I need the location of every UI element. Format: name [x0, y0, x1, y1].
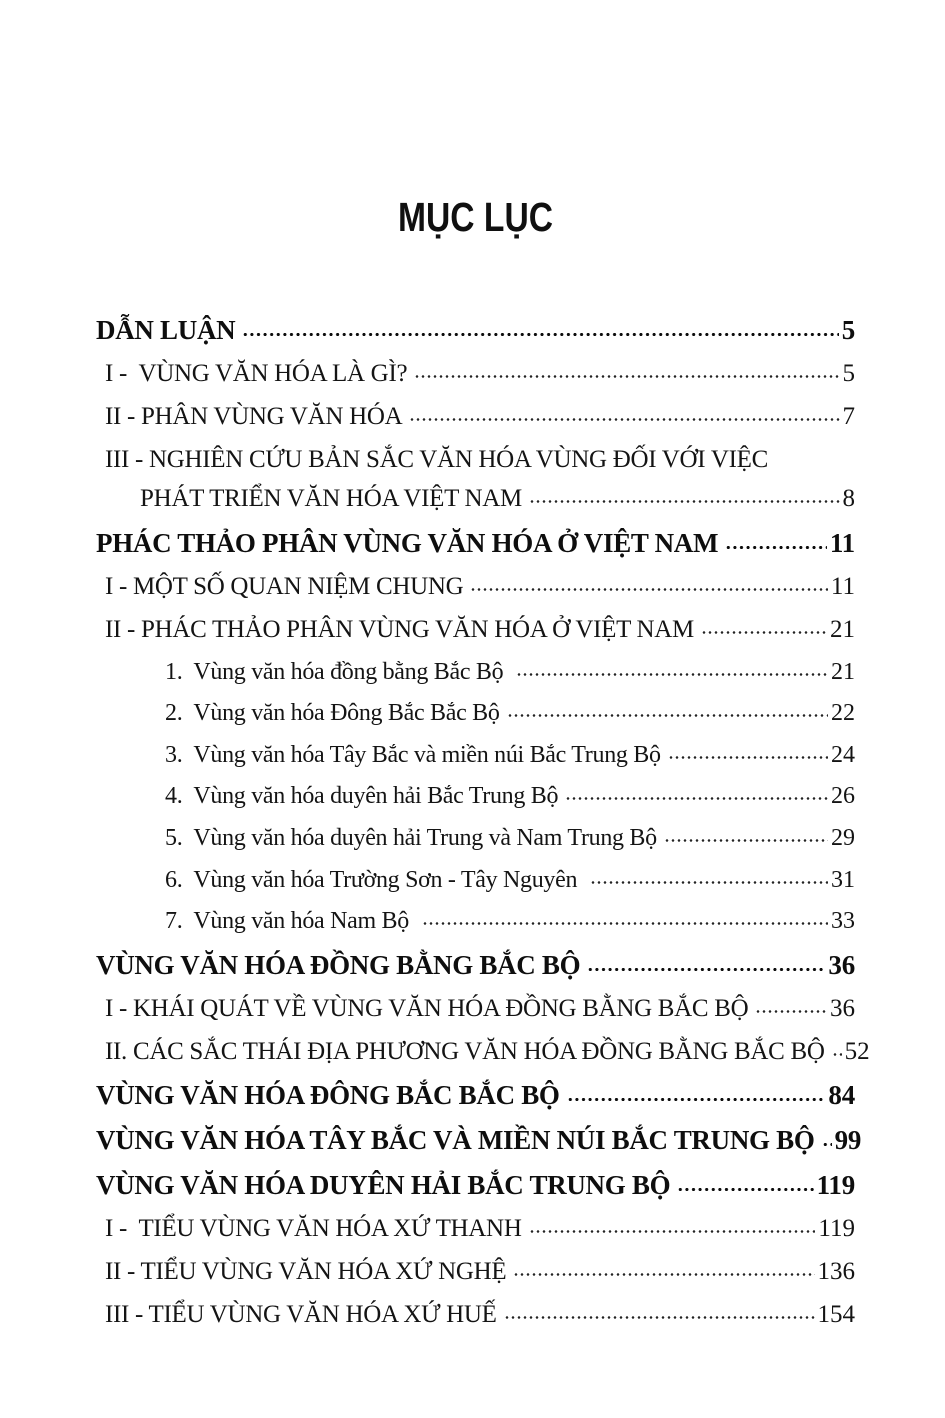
toc-page-number: 24 — [831, 741, 855, 768]
toc-entry-label: PHÁC THẢO PHÂN VÙNG VĂN HÓA Ở VIỆT NAM — [96, 528, 719, 559]
toc-page-number: 29 — [831, 824, 855, 851]
toc-entry — [165, 783, 855, 811]
toc-entry-label: VÙNG VĂN HÓA ĐỒNG BẰNG BẮC BỘ — [96, 949, 581, 980]
toc-dot-leader — [409, 415, 839, 424]
toc-page-number: 154 — [817, 1300, 855, 1328]
toc-entry-label: II - PHÁC THẢO PHÂN VÙNG VĂN HÓA Ở VIỆT NAM — [105, 615, 694, 643]
toc-entry-label: VÙNG VĂN HÓA ĐÔNG BẮC BẮC BỘ — [96, 1080, 560, 1111]
toc-dot-leader — [422, 919, 828, 928]
toc-dot-leader — [504, 1313, 815, 1322]
toc-page-number: 11 — [829, 528, 855, 559]
toc-page-number: 119 — [816, 1170, 855, 1201]
toc-page-number: 11 — [830, 573, 855, 601]
toc-dot-leader — [590, 878, 828, 887]
toc-entry — [165, 867, 855, 895]
toc-entry — [96, 950, 855, 981]
toc-entry — [96, 315, 855, 346]
toc-dot-leader — [529, 1227, 816, 1236]
toc-entry-label-line1: III - NGHIÊN CỨU BẢN SẮC VĂN HÓA VÙNG ĐỐI VỚI VIỆC — [105, 445, 768, 473]
toc-entry-label: 1. Vùng văn hóa đồng bằng Bắc Bộ — [165, 658, 509, 685]
toc-entry-label: I - MỘT SỐ QUAN NIỆM CHUNG — [105, 573, 464, 601]
toc-entry — [105, 1215, 855, 1244]
toc-dot-leader — [470, 585, 828, 594]
toc-page-number: 36 — [830, 994, 855, 1022]
toc-list — [96, 315, 870, 1330]
toc-page-number: 22 — [831, 700, 855, 727]
toc-entry-label: 4. Vùng văn hóa duyên hải Bắc Trung Bộ — [165, 783, 559, 810]
toc-entry — [105, 573, 855, 602]
toc-entry — [105, 403, 855, 432]
toc-dot-leader — [414, 372, 839, 381]
toc-entry — [105, 1037, 870, 1067]
toc-dot-leader — [755, 1007, 827, 1016]
toc-dot-leader — [587, 965, 825, 974]
toc-entry — [165, 908, 855, 936]
toc-page-number: 52 — [844, 1037, 870, 1065]
toc-dot-leader — [664, 836, 828, 845]
toc-entry-label: II. CÁC SẮC THÁI ĐỊA PHƯƠNG VĂN HÓA ĐỒNG BẰNG BẮC BỘ — [105, 1037, 825, 1065]
toc-entry-label: II - PHÂN VÙNG VĂN HÓA — [105, 402, 403, 430]
toc-entry-label: VÙNG VĂN HÓA DUYÊN HẢI BẮC TRUNG BỘ — [96, 1170, 671, 1201]
toc-page-number: 99 — [834, 1125, 862, 1156]
toc-page-number: 21 — [831, 658, 855, 685]
toc-page-number: 84 — [828, 1080, 855, 1111]
toc-entry-label: I - KHÁI QUÁT VỀ VÙNG VĂN HÓA ĐỒNG BẰNG BẮC BỘ — [105, 994, 749, 1022]
toc-dot-leader — [513, 1270, 814, 1279]
toc-entry — [165, 742, 855, 770]
toc-entry — [105, 616, 855, 645]
toc-entry — [165, 659, 855, 687]
toc-page-number: 31 — [831, 866, 855, 893]
toc-entry — [96, 1170, 855, 1201]
toc-entry-label: 2. Vùng văn hóa Đông Bắc Bắc Bộ — [165, 700, 500, 727]
toc-entry-label: 3. Vùng văn hóa Tây Bắc và miền núi Bắc Trung Bộ — [165, 741, 661, 768]
toc-dot-leader — [507, 711, 828, 720]
toc-dot-leader — [516, 670, 828, 679]
toc-dot-leader — [832, 1050, 842, 1059]
toc-page-number: 119 — [818, 1215, 855, 1243]
toc-entry-label: VÙNG VĂN HÓA TÂY BẮC VÀ MIỀN NÚI BẮC TRUNG BỘ — [96, 1125, 815, 1156]
toc-dot-leader — [822, 1140, 832, 1149]
page-title-text: MỤC LỤC — [397, 194, 554, 240]
toc-dot-leader — [565, 794, 828, 803]
toc-entry — [105, 446, 855, 515]
toc-page-number: 36 — [828, 949, 855, 980]
toc-page-number: 5 — [842, 360, 855, 388]
toc-entry-label: 7. Vùng văn hóa Nam Bộ — [165, 908, 415, 935]
toc-entry — [96, 1080, 855, 1111]
toc-page-number: 21 — [830, 615, 855, 643]
toc-entry — [105, 1301, 855, 1330]
toc-dot-leader — [677, 1185, 813, 1194]
toc-dot-leader — [529, 497, 840, 506]
toc-page-number: 7 — [842, 402, 855, 430]
toc-entry-label: 6. Vùng văn hóa Trường Sơn - Tây Nguyên — [165, 866, 583, 893]
toc-entry-label: III - TIỂU VÙNG VĂN HÓA XỨ HUẾ — [105, 1300, 497, 1328]
toc-dot-leader — [242, 330, 838, 339]
toc-entry-label: I - TIỂU VÙNG VĂN HÓA XỨ THANH — [105, 1215, 522, 1243]
toc-entry — [165, 700, 855, 728]
toc-entry-label: DẪN LUẬN — [96, 315, 236, 345]
toc-entry-label: 5. Vùng văn hóa duyên hải Trung và Nam Trung Bộ — [165, 824, 657, 851]
toc-entry — [105, 1258, 855, 1287]
toc-entry — [96, 528, 855, 559]
toc-dot-leader — [567, 1095, 826, 1104]
toc-entry — [165, 825, 855, 853]
toc-entry-label-line2: PHÁT TRIỂN VĂN HÓA VIỆT NAM — [140, 485, 522, 513]
toc-entry-label: II - TIỂU VÙNG VĂN HÓA XỨ NGHỆ — [105, 1258, 507, 1286]
toc-page-number: 26 — [831, 783, 855, 810]
toc-entry-label: I - VÙNG VĂN HÓA LÀ GÌ? — [105, 360, 408, 388]
toc-dot-leader — [668, 753, 828, 762]
toc-entry — [105, 995, 855, 1024]
toc-dot-leader — [725, 543, 827, 552]
toc-entry-continuation — [105, 485, 855, 514]
toc-page-number: 5 — [841, 315, 855, 345]
toc-entry — [96, 1125, 862, 1156]
toc-page-number: 8 — [842, 485, 855, 513]
toc-entry — [105, 360, 855, 389]
toc-dot-leader — [701, 628, 827, 637]
toc-page-number: 33 — [831, 908, 855, 935]
toc-page-number: 136 — [817, 1258, 855, 1286]
page-title — [6, 0, 945, 241]
